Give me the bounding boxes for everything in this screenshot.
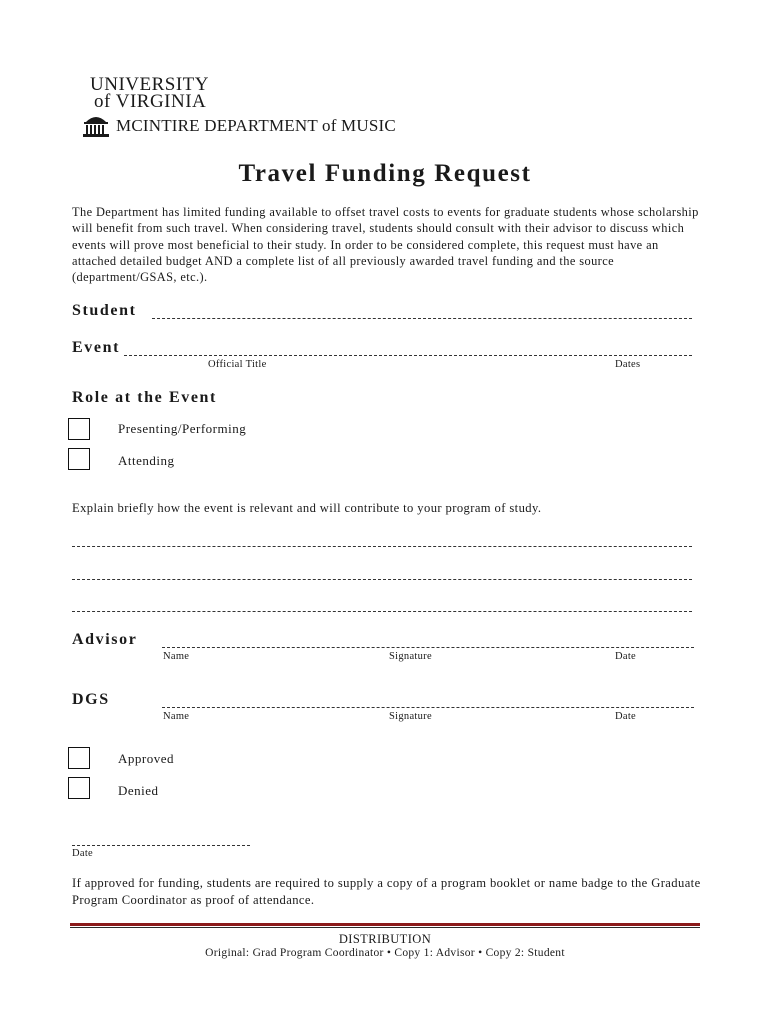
explain-line-1[interactable] <box>72 546 692 547</box>
distribution-heading: DISTRIBUTION <box>338 932 432 946</box>
dgs-field[interactable] <box>162 707 694 708</box>
denied-checkbox[interactable] <box>68 777 90 799</box>
advisor-label: Advisor <box>72 631 138 648</box>
approved-checkbox[interactable] <box>68 747 90 769</box>
event-label: Event <box>72 339 120 356</box>
event-field[interactable] <box>124 355 692 356</box>
dgs-name-caption: Name <box>163 711 190 722</box>
attending-label: Attending <box>118 453 175 468</box>
advisor-date-caption: Date <box>615 651 637 662</box>
decision-date-caption: Date <box>72 848 94 859</box>
advisor-field[interactable] <box>162 647 694 648</box>
footer-rule-dark <box>70 927 700 928</box>
dgs-label: DGS <box>72 691 110 708</box>
presenting-checkbox[interactable] <box>68 418 90 440</box>
footer-rule-red <box>70 923 700 926</box>
presenting-label: Presenting/Performing <box>118 421 247 436</box>
distribution-copies: Original: Grad Program Coordinator • Copy 1: Advisor • Copy 2: Student <box>205 947 565 959</box>
explain-prompt: Explain briefly how the event is relevant and will contribute to your program of study. <box>72 501 542 515</box>
rotunda-icon <box>82 110 110 138</box>
logo-line-virginia: of VIRGINIA <box>94 91 207 112</box>
event-official-title-caption: Official Title <box>208 359 267 370</box>
decision-date-field[interactable] <box>72 845 250 846</box>
student-field[interactable] <box>152 318 692 319</box>
denied-label: Denied <box>118 783 159 798</box>
explain-line-3[interactable] <box>72 611 692 612</box>
approved-label: Approved <box>118 751 174 766</box>
logo-line-university: UNIVERSITY <box>90 74 209 95</box>
page-title: Travel Funding Request <box>238 160 532 187</box>
role-heading: Role at the Event <box>72 389 217 406</box>
student-label: Student <box>72 302 137 319</box>
uva-logo <box>90 76 209 110</box>
event-dates-caption: Dates <box>615 359 641 370</box>
attending-checkbox[interactable] <box>68 448 90 470</box>
intro-paragraph: The Department has limited funding available to offset travel costs to events for graduate students whose scholarship will benefit from such travel. When considering travel, students should consult with their advisor to discuss which events will prove most beneficial to their study. In order to be considered complete, this request must have an attached detailed budget AND a complete list of all previously awarded travel funding and the source (department/GSAS, etc.). <box>72 205 699 285</box>
dgs-signature-caption: Signature <box>389 711 432 722</box>
dept-name: MCINTIRE DEPARTMENT of MUSIC <box>116 116 396 135</box>
approval-note: If approved for funding, students are required to supply a copy of a program booklet or name badge to the Graduate Program Coordinator as proof of attendance. <box>72 876 701 907</box>
explain-line-2[interactable] <box>72 579 692 580</box>
advisor-signature-caption: Signature <box>389 651 432 662</box>
dgs-date-caption: Date <box>615 711 637 722</box>
dept-logo <box>82 110 396 138</box>
advisor-name-caption: Name <box>163 651 190 662</box>
